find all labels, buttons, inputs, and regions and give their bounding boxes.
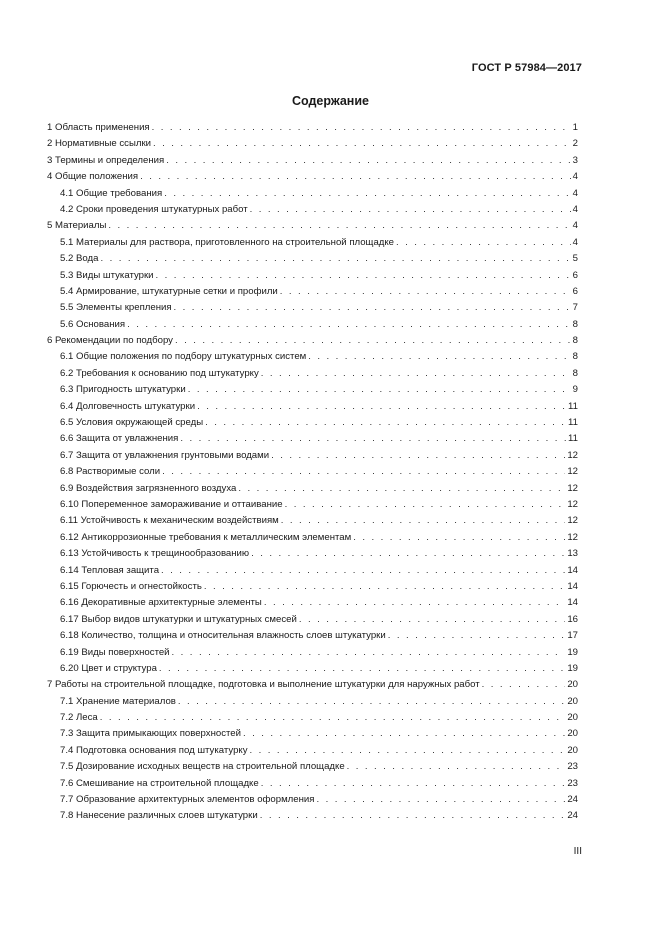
toc-entry-page: 11 xyxy=(568,400,578,412)
toc-entry-page: 8 xyxy=(572,335,578,347)
toc-leader-dots xyxy=(180,431,566,447)
toc-entry-page: 11 xyxy=(568,417,578,429)
toc-leader-dots xyxy=(166,153,570,169)
toc-leader-dots xyxy=(197,399,566,415)
toc-entry-label: 5.4 Армирование, штукатурные сетки и профили xyxy=(60,285,278,297)
toc-entry[interactable] xyxy=(47,661,578,677)
toc-entry-label: 6.2 Требования к основанию под штукатурку xyxy=(60,367,259,379)
page-number: III xyxy=(573,846,582,857)
toc-entry[interactable] xyxy=(47,595,578,611)
toc-leader-dots xyxy=(188,382,571,398)
toc-entry-page: 12 xyxy=(567,531,578,543)
toc-entry-label: 6.17 Выбор видов штукатурки и штукатурных смесей xyxy=(60,613,297,625)
toc-leader-dots xyxy=(250,743,566,759)
toc-entry-page: 4 xyxy=(572,236,578,248)
toc-entry[interactable] xyxy=(47,563,578,579)
toc-entry[interactable] xyxy=(47,628,578,644)
toc-entry[interactable] xyxy=(47,464,578,480)
toc-entry[interactable] xyxy=(47,382,578,398)
toc-entry[interactable] xyxy=(47,579,578,595)
toc-entry-label: 4 Общие положения xyxy=(47,171,139,183)
toc-entry[interactable] xyxy=(47,317,578,333)
toc-entry[interactable] xyxy=(47,186,578,202)
toc-entry-page: 16 xyxy=(567,613,578,625)
toc-leader-dots xyxy=(271,448,565,464)
toc-entry-page: 2 xyxy=(572,138,578,150)
toc-entry-page: 20 xyxy=(567,744,578,756)
toc-entry-page: 23 xyxy=(567,777,578,789)
toc-entry-page: 20 xyxy=(567,679,578,691)
toc-leader-dots xyxy=(204,579,565,595)
toc-entry-page: 4 xyxy=(572,203,578,215)
toc-entry-label: 7 Работы на строительной площадке, подготовка и выполнение штукатурки для наружных работ xyxy=(47,679,480,691)
toc-leader-dots xyxy=(127,317,571,333)
toc-entry-label: 6.12 Антикоррозионные требования к металлическим элементам xyxy=(60,531,352,543)
toc-entry-page: 4 xyxy=(572,220,578,232)
toc-leader-dots xyxy=(152,120,571,136)
toc-entry-page: 8 xyxy=(572,318,578,330)
toc-entry-label: 6.13 Устойчивость к трещинообразованию xyxy=(60,548,250,560)
toc-leader-dots xyxy=(285,497,566,513)
toc-entry-page: 24 xyxy=(567,810,578,822)
toc-entry-label: 6.16 Декоративные архитектурные элементы xyxy=(60,597,262,609)
toc-entry-label: 7.6 Смешивание на строительной площадке xyxy=(60,777,259,789)
toc-entry[interactable] xyxy=(47,677,578,693)
toc-leader-dots xyxy=(153,136,571,152)
toc-leader-dots xyxy=(261,776,566,792)
toc-entry-page: 12 xyxy=(567,515,578,527)
toc-entry-label: 6.14 Тепловая защита xyxy=(60,564,160,576)
toc-entry-label: 1 Область применения xyxy=(47,122,150,133)
toc-leader-dots xyxy=(100,710,566,726)
toc-entry[interactable] xyxy=(47,710,578,726)
toc-entry[interactable] xyxy=(47,743,578,759)
toc-entry-page: 14 xyxy=(567,580,578,592)
toc-entry[interactable] xyxy=(47,120,578,136)
toc-entry-label: 5 Материалы xyxy=(47,220,107,232)
toc-entry-label: 6.6 Защита от увлажнения xyxy=(60,433,179,445)
toc-leader-dots xyxy=(308,349,570,365)
toc-entry[interactable] xyxy=(47,481,578,497)
toc-entry-label: 5.6 Основания xyxy=(60,318,126,330)
toc-entry-label: 6.11 Устойчивость к механическим воздействиям xyxy=(60,515,279,527)
toc-entry[interactable] xyxy=(47,808,578,824)
toc-entry-label: 4.2 Сроки проведения штукатурных работ xyxy=(60,203,248,215)
toc-leader-dots xyxy=(388,628,566,644)
toc-entry-page: 9 xyxy=(572,384,578,396)
toc-leader-dots xyxy=(159,661,565,677)
toc-leader-dots xyxy=(264,595,566,611)
toc-leader-dots xyxy=(156,268,571,284)
toc-entry-label: 6.4 Долговечность штукатурки xyxy=(60,400,196,412)
toc-leader-dots xyxy=(172,645,566,661)
toc-entry-label: 6.9 Воздействия загрязненного воздуха xyxy=(60,482,237,494)
toc-entry-label: 6.1 Общие положения по подбору штукатурных систем xyxy=(60,351,307,363)
toc-leader-dots xyxy=(482,677,566,693)
toc-entry-label: 7.5 Дозирование исходных веществ на строительной площадке xyxy=(60,761,345,773)
toc-entry-label: 6.8 Растворимые соли xyxy=(60,466,161,478)
toc-entry-label: 6.20 Цвет и структура xyxy=(60,662,157,674)
toc-entry-label: 7.1 Хранение материалов xyxy=(60,695,176,707)
toc-entry[interactable] xyxy=(47,776,578,792)
toc-leader-dots xyxy=(316,792,565,808)
toc-entry-label: 5.3 Виды штукатурки xyxy=(60,269,154,281)
toc-leader-dots xyxy=(108,218,570,234)
toc-entry-page: 6 xyxy=(572,269,578,281)
toc-entry[interactable] xyxy=(47,645,578,661)
toc-entry-page: 7 xyxy=(572,302,578,314)
toc-entry-page: 11 xyxy=(568,433,578,445)
toc-leader-dots xyxy=(238,481,565,497)
toc-leader-dots xyxy=(100,251,570,267)
toc-entry-page: 12 xyxy=(567,466,578,478)
toc-leader-dots xyxy=(243,726,565,742)
toc-leader-dots xyxy=(280,284,571,300)
toc-leader-dots xyxy=(162,464,565,480)
toc-entry[interactable] xyxy=(47,251,578,267)
toc-entry[interactable] xyxy=(47,530,578,546)
toc-entry-page: 14 xyxy=(567,597,578,609)
toc-entry-page: 19 xyxy=(567,646,578,658)
toc-entry[interactable] xyxy=(47,333,578,349)
document-id: ГОСТ Р 57984—2017 xyxy=(471,62,582,74)
toc-leader-dots xyxy=(347,759,566,775)
toc-leader-dots xyxy=(178,694,565,710)
toc-entry-label: 5.2 Вода xyxy=(60,253,99,265)
toc-entry[interactable] xyxy=(47,349,578,365)
toc-entry[interactable] xyxy=(47,169,578,185)
toc-entry-label: 6.10 Попеременное замораживание и оттаивание xyxy=(60,498,283,510)
toc-entry-page: 5 xyxy=(572,253,578,265)
toc-leader-dots xyxy=(140,169,571,185)
toc-entry-page: 20 xyxy=(567,728,578,740)
toc-entry[interactable] xyxy=(47,792,578,808)
toc-entry-page: 13 xyxy=(567,548,578,560)
toc-entry-label: 6.5 Условия окружающей среды xyxy=(60,417,204,429)
toc-entry-page: 23 xyxy=(567,761,578,773)
toc-entry[interactable] xyxy=(47,694,578,710)
toc-entry[interactable] xyxy=(47,268,578,284)
toc-entry[interactable] xyxy=(47,202,578,218)
toc-entry-label: 7.8 Нанесение различных слоев штукатурки xyxy=(60,810,258,822)
toc-entry-label: 3 Термины и определения xyxy=(47,154,165,166)
toc-entry-label: 7.7 Образование архитектурных элементов оформления xyxy=(60,794,315,806)
toc-entry[interactable] xyxy=(47,759,578,775)
toc-entry[interactable] xyxy=(47,136,578,152)
toc-entry-label: 6.15 Горючесть и огнестойкость xyxy=(60,580,202,592)
page-title: Содержание xyxy=(291,94,369,108)
toc-entry-page: 12 xyxy=(567,449,578,461)
toc-leader-dots xyxy=(174,300,571,316)
toc-leader-dots xyxy=(281,513,566,529)
toc-leader-dots xyxy=(175,333,571,349)
toc-entry-label: 5.5 Элементы крепления xyxy=(60,302,172,314)
toc-entry[interactable] xyxy=(47,218,578,234)
toc-leader-dots xyxy=(396,235,571,251)
toc-entry[interactable] xyxy=(47,513,578,529)
toc-leader-dots xyxy=(353,530,565,546)
toc-entry-page: 4 xyxy=(572,187,578,199)
toc-entry-label: 5.1 Материалы для раствора, приготовленного на строительной площадке xyxy=(60,236,395,248)
toc-leader-dots xyxy=(251,546,565,562)
toc-entry-label: 6 Рекомендации по подбору xyxy=(47,335,173,347)
toc-entry-label: 7.2 Леса xyxy=(60,712,98,724)
toc-entry-page: 24 xyxy=(567,794,578,806)
toc-entry-page: 8 xyxy=(572,351,578,363)
toc-entry[interactable] xyxy=(47,153,578,169)
toc-entry[interactable] xyxy=(47,366,578,382)
toc-entry-label: 7.3 Защита примыкающих поверхностей xyxy=(60,728,241,740)
toc-entry-label: 2 Нормативные ссылки xyxy=(47,138,152,150)
toc-entry[interactable] xyxy=(47,300,578,316)
toc-entry[interactable] xyxy=(47,497,578,513)
toc-entry-page: 3 xyxy=(572,154,578,166)
toc-entry[interactable] xyxy=(47,612,578,628)
toc-leader-dots xyxy=(205,415,566,431)
toc-entry-page: 4 xyxy=(572,171,578,183)
toc-entry-label: 6.19 Виды поверхностей xyxy=(60,646,170,658)
toc-entry[interactable] xyxy=(47,399,578,415)
toc-entry-label: 6.3 Пригодность штукатурки xyxy=(60,384,186,396)
toc-entry-page: 19 xyxy=(567,662,578,674)
toc-leader-dots xyxy=(261,366,571,382)
toc-entry-page: 20 xyxy=(567,695,578,707)
toc-leader-dots xyxy=(250,202,571,218)
toc-entry-page: 6 xyxy=(572,285,578,297)
toc-leader-dots xyxy=(260,808,566,824)
toc-entry-label: 6.18 Количество, толщина и относительная влажность слоев штукатурки xyxy=(60,630,386,642)
toc-entry[interactable] xyxy=(47,448,578,464)
toc-entry-page: 12 xyxy=(567,498,578,510)
toc-entry-label: 6.7 Защита от увлажнения грунтовыми водами xyxy=(60,449,270,461)
toc-entry[interactable] xyxy=(47,284,578,300)
toc-leader-dots xyxy=(164,186,570,202)
toc-entry[interactable] xyxy=(47,235,578,251)
toc-entry[interactable] xyxy=(47,726,578,742)
toc-entry-page: 20 xyxy=(567,712,578,724)
toc-entry-label: 4.1 Общие требования xyxy=(60,187,163,199)
toc-entry[interactable] xyxy=(47,431,578,447)
toc-leader-dots xyxy=(299,612,565,628)
toc-entry-page: 12 xyxy=(567,482,578,494)
toc-entry-page: 17 xyxy=(567,630,578,642)
table-of-contents xyxy=(47,120,578,825)
toc-leader-dots xyxy=(161,563,565,579)
toc-entry[interactable] xyxy=(47,546,578,562)
toc-entry-page: 1 xyxy=(572,122,578,133)
toc-entry-page: 8 xyxy=(572,367,578,379)
toc-entry[interactable] xyxy=(47,415,578,431)
toc-entry-page: 14 xyxy=(567,564,578,576)
toc-entry-label: 7.4 Подготовка основания под штукатурку xyxy=(60,744,248,756)
